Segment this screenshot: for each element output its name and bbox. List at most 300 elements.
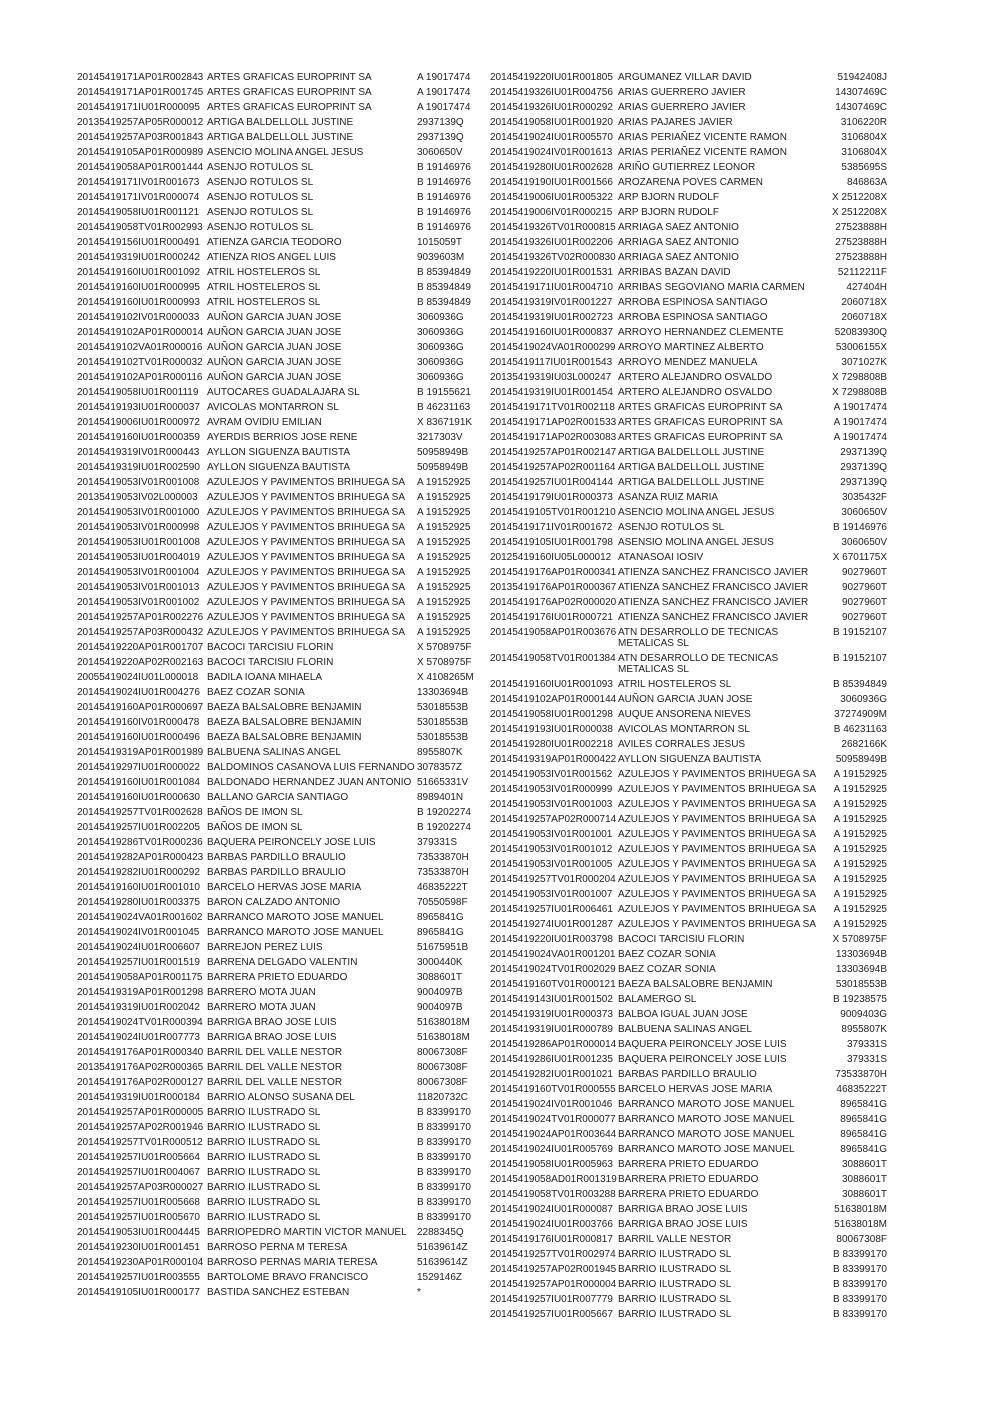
holder-name: BARRERA PRIETO EDUARDO [207,972,348,983]
record-code: 20135419319IU03L000247 [490,372,612,383]
holder-name: AROZARENA POVES CARMEN [618,177,764,188]
table-row [77,985,490,1000]
holder-name: BALDOMINOS CASANOVA LUIS FERNANDO [207,762,415,773]
table-row [77,625,490,640]
table-row [77,490,490,505]
table-row [77,475,490,490]
holder-name: AZULEJOS Y PAVIMENTOS BRIHUEGA SA [618,829,817,840]
record-code: 20145419053IU01R001008 [77,537,200,548]
table-row [490,722,887,737]
table-row [77,295,490,310]
record-code: 20145419282IU01R000292 [77,867,200,878]
holder-name: BARRIO ILUSTRADO SL [207,1137,321,1148]
tax-id: A 19017474 [417,72,471,83]
tax-id: 2060718X [841,312,887,323]
holder-name: ATANASOAI IOSIV [618,552,704,563]
table-row [77,880,490,895]
table-row [490,1187,887,1202]
tax-id: B 85394849 [833,679,887,690]
tax-id: A 19152925 [417,597,471,608]
table-row [490,992,887,1007]
tax-id: 9027960T [841,597,887,608]
holder-name: ATN DESARROLLO DE TECNICAS METALICAS SL [618,653,779,675]
record-code: 20145419257TV01R002974 [490,1249,616,1260]
tax-id: 3088601T [841,1159,887,1170]
tax-id: 2682166K [841,739,887,750]
record-code: 20145419024VA01R001201 [490,949,616,960]
tax-id: 3060650V [417,147,463,158]
holder-name: ASENSIO MOLINA ANGEL JESUS [618,537,774,548]
record-code: 20145419319IU01R002723 [490,312,613,323]
table-row [77,955,490,970]
tax-id: 53006155X [835,342,887,353]
holder-name: AZULEJOS Y PAVIMENTOS BRIHUEGA SA [618,814,817,825]
tax-id: X 2512208X [831,192,887,203]
table-row [490,250,887,265]
holder-name: AUÑON GARCIA JUAN JOSE [618,694,753,705]
tax-id: 80067308F [417,1077,468,1088]
tax-id: 50958949B [835,754,887,765]
tax-id: 8965841G [417,927,464,938]
table-row [490,475,887,490]
table-row [490,932,887,947]
holder-name: BAÑOS DE IMON SL [207,822,303,833]
tax-id: 50958949B [417,447,469,458]
table-row [77,745,490,760]
holder-name: AYLLON SIGUENZA BAUTISTA [207,462,350,473]
table-row [77,1120,490,1135]
tax-id: A 19152925 [417,522,471,533]
holder-name: AUTOCARES GUADALAJARA SL [207,387,360,398]
table-row [490,1292,887,1307]
table-row [77,655,490,670]
holder-name: BARRIO ALONSO SUSANA DEL [207,1092,355,1103]
record-code: 20145419176AP02R000020 [490,597,617,608]
holder-name: ARROYO MARTINEZ ALBERTO [618,342,764,353]
record-code: 20145419058TV01R002993 [77,222,203,233]
holder-name: BARRIO ILUSTRADO SL [207,1197,321,1208]
table-row [490,677,887,692]
table-row [77,895,490,910]
table-row [490,752,887,767]
record-code: 20145419257AP03R000432 [77,627,204,638]
tax-id: B 83399170 [417,1122,471,1133]
holder-name: BAQUERA PEIRONCELY JOSE LUIS [207,837,376,848]
record-code: 20145419053IV01R001562 [490,769,613,780]
holder-name: BARRERO MOTA JUAN [207,1002,316,1013]
holder-name: BARRIGA BRAO JOSE LUIS [207,1017,337,1028]
table-row [77,1210,490,1225]
record-code: 20145419053IV01R001008 [77,477,200,488]
holder-name: BAÑOS DE IMON SL [207,807,303,818]
table-row [77,925,490,940]
table-row [77,1255,490,1270]
holder-name: BALBUENA SALINAS ANGEL [207,747,341,758]
record-code: 20145419257IU01R007779 [490,1294,613,1305]
record-code: 20145419058AP01R001444 [77,162,204,173]
tax-id: 379331S [846,1039,887,1050]
record-code: 20055419024IU01L000018 [77,672,199,683]
record-code: 20145419105IU01R000177 [77,1287,200,1298]
holder-name: AZULEJOS Y PAVIMENTOS BRIHUEGA SA [207,567,406,578]
table-row [490,610,887,625]
tax-id: 46835222T [836,1084,887,1095]
record-code: 20145419053IV01R001007 [490,889,613,900]
tax-id: A 19152925 [417,537,471,548]
holder-name: AUÑON GARCIA JUAN JOSE [207,342,342,353]
tax-id: 3060936G [417,372,464,383]
holder-name: ARTES GRAFICAS EUROPRINT SA [618,417,783,428]
tax-id: B 46231163 [833,724,887,735]
record-code: 20145419257IU01R006461 [490,904,613,915]
tax-id: 9027960T [841,582,887,593]
tax-id: 51665331V [417,777,469,788]
tax-id: 3000440K [417,957,463,968]
holder-name: BARRENA DELGADO VALENTIN [207,957,358,968]
record-code: 20145419257IU01R004067 [77,1167,200,1178]
tax-id: B 19202274 [417,807,471,818]
record-code: 20145419171IU01R000095 [77,102,200,113]
record-code: 20145419058IU01R001119 [77,387,199,398]
holder-name: ARGUMANEZ VILLAR DAVID [618,72,752,83]
tax-id: 3106804X [841,147,887,158]
holder-name: AUÑON GARCIA JUAN JOSE [207,327,342,338]
record-code: 20145419220IU01R003798 [490,934,613,945]
record-code: 20145419058IU01R001121 [77,207,200,218]
holder-name: ARTES GRAFICAS EUROPRINT SA [207,102,372,113]
record-code: 20145419024IU01R007773 [77,1032,200,1043]
tax-id: B 19238575 [833,994,887,1005]
holder-name: ATIENZA SANCHEZ FRANCISCO JAVIER [618,597,809,608]
tax-id: A 19017474 [833,432,887,443]
record-code: 20145419024IV01R001046 [490,1099,613,1110]
table-row [77,250,490,265]
holder-name: AZULEJOS Y PAVIMENTOS BRIHUEGA SA [618,799,817,810]
record-code: 20145419105TV01R001210 [490,507,616,518]
tax-id: 3106804X [841,132,887,143]
holder-name: BARRIO ILUSTRADO SL [618,1249,732,1260]
record-code: 20145419257TV01R002628 [77,807,203,818]
holder-name: ASENCIO MOLINA ANGEL JESUS [618,507,775,518]
record-code: 20145419326IU01R004756 [490,87,613,98]
record-code: 20145419257IU01R001519 [77,957,200,968]
tax-id: A 19152925 [417,507,471,518]
record-code: 20145419171IV01R001673 [77,177,200,188]
table-row [490,370,887,385]
holder-name: BARRIL DEL VALLE NESTOR [207,1062,343,1073]
record-code: 20145419006IU01R005322 [490,192,613,203]
tax-id: 5385695S [841,162,887,173]
record-code: 20145419171IU01R004710 [490,282,613,293]
record-code: 20145419053IV01R000998 [77,522,200,533]
table-row [77,1015,490,1030]
record-code: 20145419160IU01R001092 [77,267,200,278]
tax-id: B 83399170 [833,1264,887,1275]
tax-id: 52083930Q [834,327,887,338]
record-code: 20145419319AP01R001989 [77,747,204,758]
table-row [490,1022,887,1037]
holder-name: ASANZA RUIZ MARIA [618,492,719,503]
record-code: 20145419058IU01R001298 [490,709,613,720]
holder-name: BAQUERA PEIRONCELY JOSE LUIS [618,1039,787,1050]
tax-id: 51942408J [837,72,887,83]
record-code: 20145419257IU01R002205 [77,822,200,833]
record-code: 20145419326IU01R000292 [490,102,613,113]
holder-name: BARRIO ILUSTRADO SL [207,1122,321,1133]
tax-id: X 4108265M [417,672,474,683]
table-row [77,1075,490,1090]
holder-name: BAEZ COZAR SONIA [207,687,305,698]
table-row [490,115,887,130]
table-row [490,692,887,707]
holder-name: ARRIBAS BAZAN DAVID [618,267,731,278]
tax-id: B 19146976 [417,192,471,203]
record-code: 20145419171AP01R001745 [77,87,204,98]
table-row [77,70,490,85]
tax-id: B 83399170 [833,1294,887,1305]
record-code: 20145419326IU01R002206 [490,237,613,248]
tax-id: 3088601T [841,1189,887,1200]
table-row [77,415,490,430]
table-row [490,130,887,145]
table-row [77,400,490,415]
tax-id: B 83399170 [833,1309,887,1320]
table-row [490,1307,887,1322]
record-code: 20145419274IU01R001287 [490,919,613,930]
holder-name: ARTES GRAFICAS EUROPRINT SA [618,402,783,413]
record-code: 20135419176AP02R000365 [77,1062,204,1073]
record-code: 20145419257IU01R005668 [77,1197,200,1208]
tax-id: B 83399170 [417,1182,471,1193]
record-code: 20145419024IV01R001045 [77,927,200,938]
record-code: 20145419105AP01R000989 [77,147,204,158]
table-row [490,977,887,992]
tax-id: 80067308F [417,1047,468,1058]
tax-id: B 83399170 [417,1212,471,1223]
holder-name: AZULEJOS Y PAVIMENTOS BRIHUEGA SA [207,627,406,638]
tax-id: B 19146976 [417,162,471,173]
holder-name: ASENJO ROTULOS SL [207,162,314,173]
tax-id: 3060936G [840,694,887,705]
record-code: 20145419319IV01R000443 [77,447,200,458]
record-code: 20145419058TV01R003288 [490,1189,616,1200]
tax-id: A 19017474 [417,87,471,98]
record-code: 20145419282IU01R001021 [490,1069,613,1080]
table-row [77,1195,490,1210]
tax-id: 13303694B [835,964,887,975]
holder-name: AZULEJOS Y PAVIMENTOS BRIHUEGA SA [207,507,406,518]
record-code: 20145419220AP01R001707 [77,642,204,653]
listing-columns [77,70,887,1322]
record-code: 20145419024IV01R001613 [490,147,613,158]
record-code: 20145419024TV01R002029 [490,964,616,975]
table-row [77,835,490,850]
table-row [490,295,887,310]
table-row [77,685,490,700]
table-row [77,640,490,655]
record-code: 20145419220AP02R002163 [77,657,204,668]
table-row [490,265,887,280]
holder-name: AZULEJOS Y PAVIMENTOS BRIHUEGA SA [618,919,817,930]
table-row [77,535,490,550]
tax-id: 8955807K [417,747,463,758]
record-code: 20145419102IV01R000033 [77,312,200,323]
table-row [77,865,490,880]
record-code: 20145419053IV01R001004 [77,567,200,578]
tax-id: A 19152925 [417,492,471,503]
table-row [77,970,490,985]
holder-name: BARRIGA BRAO JOSE LUIS [207,1032,337,1043]
tax-id: 14307469C [835,87,887,98]
holder-name: BALAMERGO SL [618,994,697,1005]
record-code: 20145419058AP01R001175 [77,972,203,983]
record-code: 20145419193IU01R000038 [490,724,613,735]
record-code: 20145419257AP02R001946 [77,1122,204,1133]
tax-id: 3060936G [417,342,464,353]
table-row [490,520,887,535]
tax-id: A 19152925 [417,582,471,593]
record-code: 20145419319AP01R000422 [490,754,617,765]
table-row [77,370,490,385]
record-code: 20145419024AP01R003644 [490,1129,617,1140]
table-row [77,850,490,865]
tax-id: A 19152925 [833,769,887,780]
record-code: 20145419176AP02R000127 [77,1077,204,1088]
table-row [490,1157,887,1172]
left-column [77,70,490,1322]
table-row [490,887,887,902]
table-row [490,812,887,827]
tax-id: 427404H [846,282,887,293]
tax-id: A 19152925 [833,874,887,885]
holder-name: ARIAS GUERRERO JAVIER [618,102,746,113]
record-code: 20145419176IU01R000721 [490,612,613,623]
holder-name: BARON CALZADO ANTONIO [207,897,341,908]
table-row [490,400,887,415]
table-row [490,70,887,85]
holder-name: BARBAS PARDILLO BRAULIO [618,1069,757,1080]
record-code: 20145419257AP03R001843 [77,132,204,143]
record-code: 20145419160TV01R000555 [490,1084,616,1095]
holder-name: BARREJON PEREZ LUIS [207,942,323,953]
tax-id: 8965841G [840,1129,887,1140]
tax-id: 3060936G [417,312,464,323]
holder-name: ARP BJORN RUDOLF [618,192,719,203]
tax-id: B 19146976 [417,222,471,233]
tax-id: 27523888H [835,252,887,263]
tax-id: B 83399170 [417,1197,471,1208]
holder-name: AVILES CORRALES JESUS [618,739,746,750]
record-code: 20145419257AP01R000004 [490,1279,617,1290]
table-row [490,1052,887,1067]
table-row [490,1217,887,1232]
table-row [490,595,887,610]
tax-id: 8989401N [417,792,464,803]
record-code: 20145419024IU01R003766 [490,1219,613,1230]
tax-id: 8965841G [840,1099,887,1110]
table-row [77,700,490,715]
table-row [77,580,490,595]
tax-id: A 19017474 [833,417,887,428]
tax-id: B 19152107 [833,653,887,664]
tax-id: A 19152925 [417,477,471,488]
tax-id: 2288345Q [417,1227,464,1238]
record-code: 20145419058IU01R005963 [490,1159,613,1170]
record-code: 20135419257AP05R000012 [77,117,204,128]
table-row [77,595,490,610]
holder-name: ARRIAGA SAEZ ANTONIO [618,237,739,248]
table-row [490,707,887,722]
tax-id: B 83399170 [833,1249,887,1260]
holder-name: BARRERO MOTA JUAN [207,987,316,998]
record-code: 20145419257AP01R002147 [490,447,617,458]
holder-name: ARROYO MENDEZ MANUELA [618,357,758,368]
table-row [77,610,490,625]
tax-id: 379331S [846,1054,887,1065]
record-code: 20145419160IU01R000359 [77,432,200,443]
table-row [490,505,887,520]
tax-id: 2937139Q [840,447,887,458]
table-row [77,1060,490,1075]
holder-name: BARRIOPEDRO MARTIN VICTOR MANUEL [207,1227,407,1238]
holder-name: BARTOLOME BRAVO FRANCISCO [207,1272,369,1283]
tax-id: A 19152925 [833,799,887,810]
table-row [77,340,490,355]
tax-id: X 7298808B [831,387,887,398]
record-code: 20145419257AP02R001164 [490,462,616,473]
tax-id: 27523888H [835,222,887,233]
record-code: 20145419319IU01R000789 [490,1024,613,1035]
table-row [77,145,490,160]
holder-name: ATIENZA RIOS ANGEL LUIS [207,252,336,263]
record-code: 20145419160IU01R000630 [77,792,200,803]
table-row [490,355,887,370]
holder-name: AUÑON GARCIA JUAN JOSE [207,372,342,383]
record-code: 20145419257TV01R000204 [490,874,616,885]
holder-name: ARRIBAS SEGOVIANO MARIA CARMEN [618,282,805,293]
record-code: 20145419102AP01R000144 [490,694,617,705]
table-row [490,535,887,550]
table-row [77,100,490,115]
table-row [77,1090,490,1105]
record-code: 20145419319IU01R001454 [490,387,613,398]
table-row [490,580,887,595]
table-row [77,1225,490,1240]
tax-id: A 19017474 [833,402,887,413]
table-row [490,325,887,340]
table-row [490,1082,887,1097]
table-row [77,1165,490,1180]
record-code: 20145419319IU01R002042 [77,1002,200,1013]
tax-id: B 85394849 [417,267,471,278]
record-code: 20145419171AP02R001533 [490,417,617,428]
record-code: 20145419160IU01R000993 [77,297,200,308]
holder-name: BARRIGA BRAO JOSE LUIS [618,1219,748,1230]
record-code: 20145419257AP03R000027 [77,1182,204,1193]
holder-name: ATRIL HOSTELEROS SL [207,297,321,308]
holder-name: ATRIL HOSTELEROS SL [618,679,732,690]
holder-name: ARIAS PAJARES JAVIER [618,117,733,128]
table-row [490,827,887,842]
record-code: 20145419220IU01R001805 [490,72,613,83]
record-code: 20145419319IU01R002590 [77,462,200,473]
tax-id: 2937139Q [417,132,464,143]
record-code: 20145419053IU01R004445 [77,1227,200,1238]
record-code: 20145419006IV01R000215 [490,207,613,218]
table-row [490,310,887,325]
holder-name: ARROYO HERNANDEZ CLEMENTE [618,327,784,338]
tax-id: 8965841G [840,1114,887,1125]
